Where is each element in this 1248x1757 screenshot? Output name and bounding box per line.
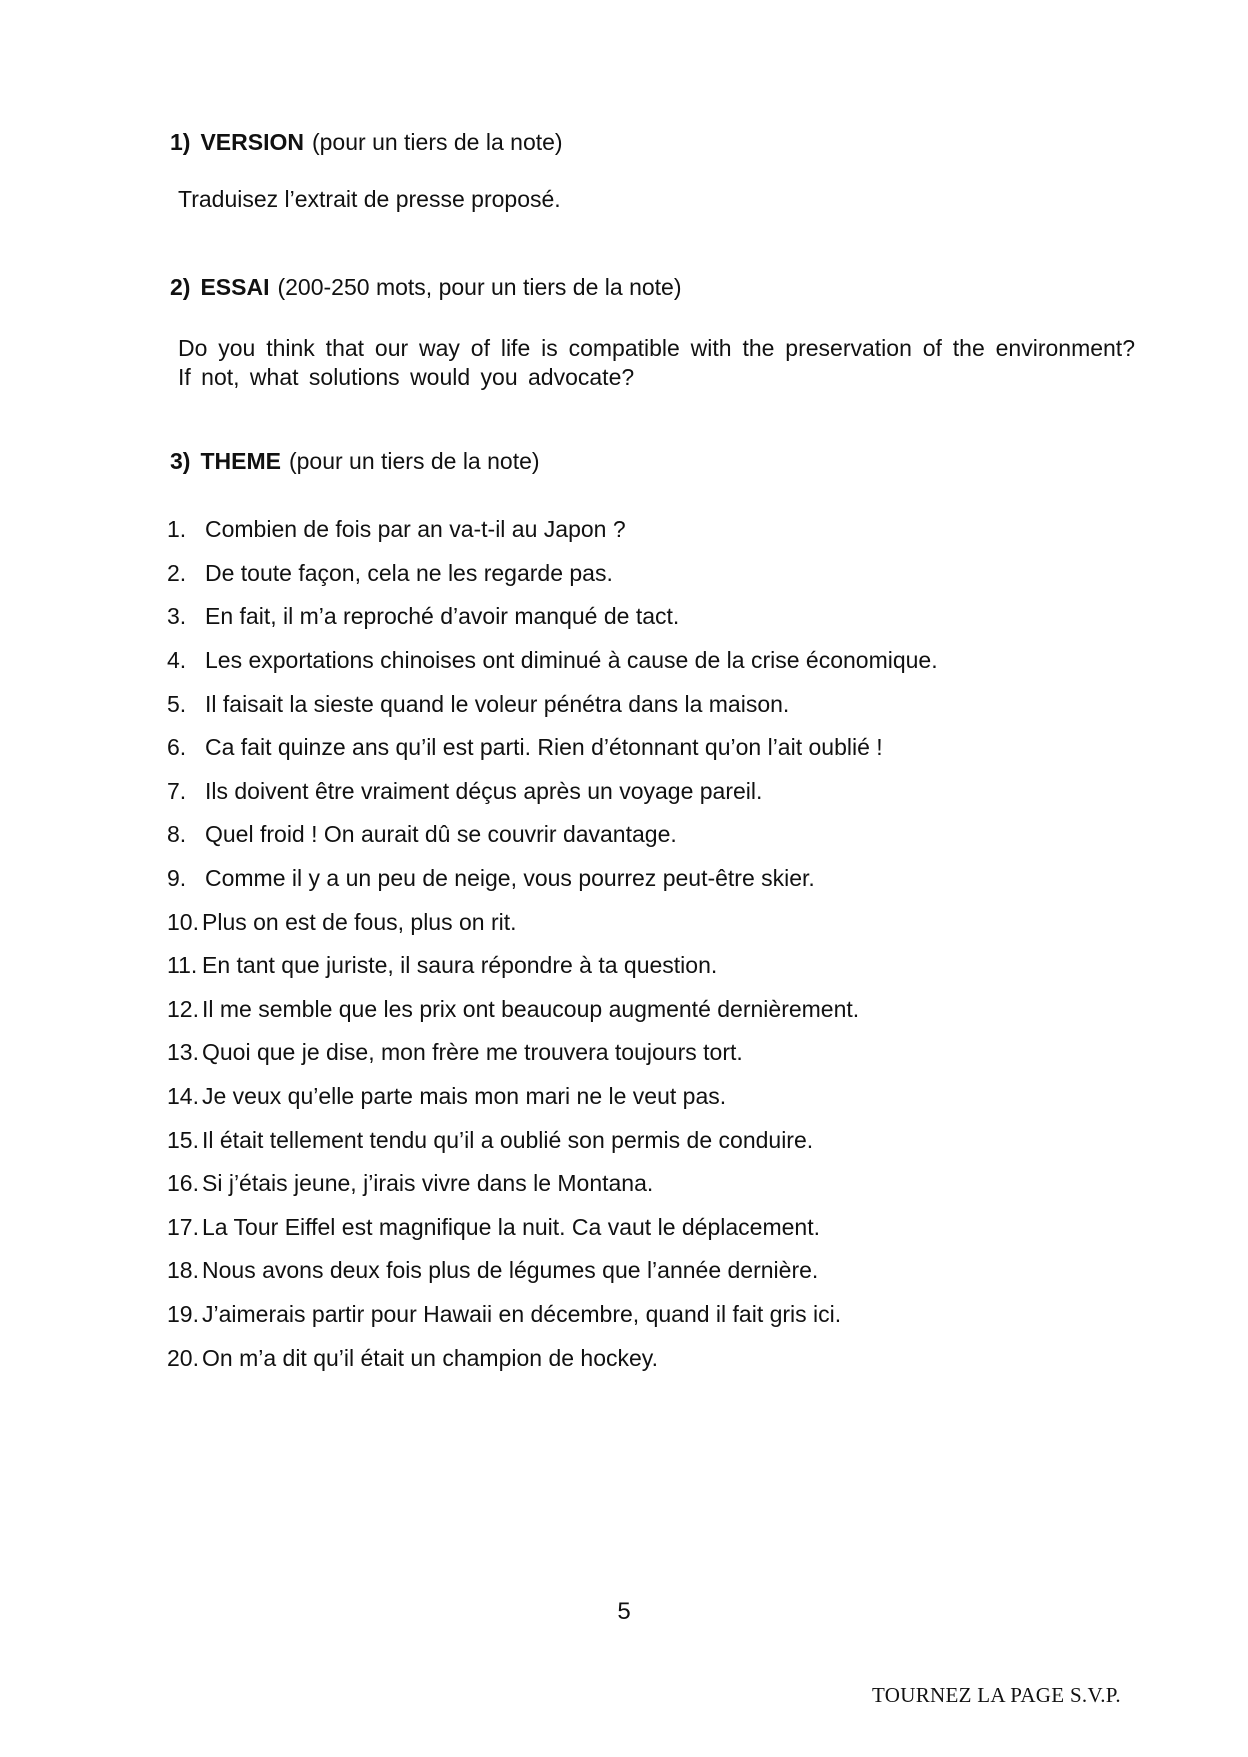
item-number: 14.: [167, 1083, 199, 1110]
version-title: VERSION: [200, 129, 304, 155]
item-text: Nous avons deux fois plus de légumes que l’année dernière.: [202, 1257, 819, 1284]
item-text: Comme il y a un peu de neige, vous pourrez peut-être skier.: [205, 865, 815, 892]
item-text: J’aimerais partir pour Hawaii en décembre, quand il fait gris ici.: [202, 1300, 842, 1327]
item-text: Ils doivent être vraiment déçus après un voyage pareil.: [205, 777, 763, 804]
list-item: [167, 1118, 1127, 1162]
theme-sentence-list: [167, 508, 1127, 1380]
item-number: 17.: [167, 1213, 199, 1240]
list-item: [167, 639, 1127, 683]
item-text: En fait, il m’a reproché d’avoir manqué de tact.: [205, 603, 680, 630]
item-text: De toute façon, cela ne les regarde pas.: [205, 559, 613, 586]
version-instruction: Traduisez l’extrait de presse proposé.: [178, 186, 561, 212]
version-note: (pour un tiers de la note): [311, 129, 563, 155]
item-text: Quoi que je dise, mon frère me trouvera toujours tort.: [202, 1039, 743, 1066]
essai-title: ESSAI: [200, 274, 270, 300]
item-number: 4.: [167, 647, 187, 674]
list-item: [167, 1162, 1127, 1206]
item-text: Combien de fois par an va-t-il au Japon ?: [205, 516, 626, 543]
item-number: 6.: [167, 734, 187, 761]
essai-prompt: Do you think that our way of life is compatible with the preservation of the environment? If not, what solutions would you advocate?: [178, 335, 1135, 390]
item-text: Ca fait quinze ans qu’il est parti. Rien d’étonnant qu’on l’ait oublié !: [205, 734, 883, 761]
item-text: Quel froid ! On aurait dû se couvrir davantage.: [205, 821, 677, 848]
item-number: 1.: [167, 516, 187, 543]
item-text: La Tour Eiffel est magnifique la nuit. Ca vaut le déplacement.: [202, 1213, 820, 1240]
list-item: [167, 726, 1127, 770]
item-number: 5.: [167, 690, 187, 717]
item-number: 10.: [167, 908, 199, 935]
item-number: 8.: [167, 821, 187, 848]
item-text: Les exportations chinoises ont diminué à cause de la crise économique.: [205, 647, 938, 674]
page-number: 5: [617, 1598, 631, 1625]
item-text: Si j’étais jeune, j’irais vivre dans le Montana.: [202, 1170, 654, 1197]
version-number: 1): [170, 129, 191, 155]
item-number: 13.: [167, 1039, 199, 1066]
list-item: [167, 770, 1127, 814]
item-number: 2.: [167, 559, 187, 586]
theme-title: THEME: [200, 448, 281, 474]
list-item: [167, 857, 1127, 901]
list-item: [167, 1031, 1127, 1075]
item-number: 15.: [167, 1126, 199, 1153]
item-number: 11.: [167, 952, 198, 979]
item-number: 20.: [167, 1344, 199, 1371]
list-item: [167, 1336, 1127, 1380]
item-number: 19.: [167, 1300, 199, 1327]
list-item: [167, 595, 1127, 639]
list-item: [167, 682, 1127, 726]
theme-note: (pour un tiers de la note): [288, 448, 540, 474]
item-number: 16.: [167, 1170, 199, 1197]
list-item: [167, 1293, 1127, 1337]
theme-number: 3): [170, 448, 191, 474]
list-item: [167, 988, 1127, 1032]
item-number: 12.: [167, 995, 199, 1022]
list-item: [167, 944, 1127, 988]
item-text: En tant que juriste, il saura répondre à ta question.: [202, 952, 718, 979]
theme-heading: [170, 446, 540, 476]
item-number: 7.: [167, 777, 187, 804]
essai-number: 2): [170, 274, 191, 300]
list-item: [167, 813, 1127, 857]
list-item: [167, 1249, 1127, 1293]
list-item: [167, 508, 1127, 552]
essai-note: (200-250 mots, pour un tiers de la note): [277, 274, 682, 300]
item-number: 9.: [167, 865, 187, 892]
list-item: [167, 552, 1127, 596]
version-heading: [170, 127, 563, 157]
turn-page-footer: TOURNEZ LA PAGE S.V.P.: [872, 1683, 1121, 1707]
item-number: 18.: [167, 1257, 199, 1284]
item-text: Il était tellement tendu qu’il a oublié son permis de conduire.: [202, 1126, 814, 1153]
item-text: Je veux qu’elle parte mais mon mari ne le veut pas.: [202, 1083, 727, 1110]
list-item: [167, 1075, 1127, 1119]
list-item: [167, 1206, 1127, 1250]
item-text: Il faisait la sieste quand le voleur pénétra dans la maison.: [205, 690, 790, 717]
item-number: 3.: [167, 603, 187, 630]
item-text: Il me semble que les prix ont beaucoup augmenté dernièrement.: [202, 995, 860, 1022]
item-text: Plus on est de fous, plus on rit.: [202, 908, 517, 935]
item-text: On m’a dit qu’il était un champion de hockey.: [202, 1344, 658, 1371]
list-item: [167, 900, 1127, 944]
essai-heading: [170, 272, 682, 302]
